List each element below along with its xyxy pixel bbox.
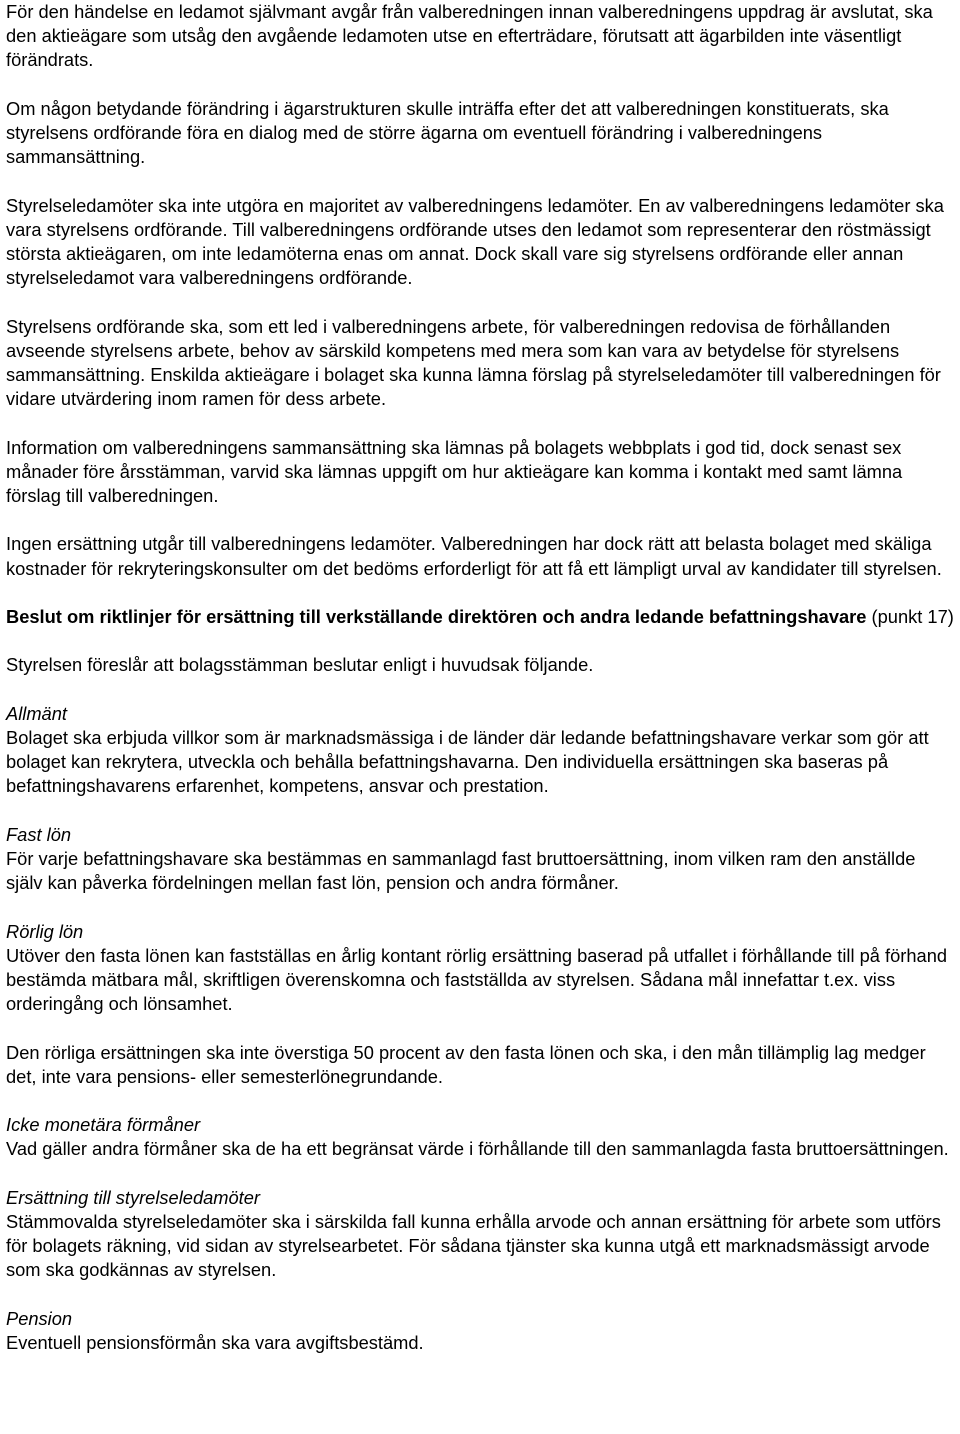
paragraph-rorlig-lon: Utöver den fasta lönen kan fastställas en årlig kontant rörlig ersättning baserad på utfallet i förhållande till på förhand bestämda mätbara mål, skriftligen överenskomna och fastställda av styrelsen. Sådana mål innefattar t.ex. viss orderingång och lönsamhet. xyxy=(6,944,948,1015)
paragraph-pension: Eventuell pensionsförmån ska vara avgiftsbestämd. xyxy=(6,1331,424,1353)
subheading-icke-monetara: Icke monetära förmåner xyxy=(6,1114,201,1136)
section-heading-text: Beslut om riktlinjer för ersättning till verkställande direktören och andra ledande befattningshavare xyxy=(6,605,867,627)
section-heading xyxy=(6,605,954,629)
subheading-allmant: Allmänt xyxy=(6,702,67,724)
paragraph-information: Information om valberedningens sammansättning ska lämnas på bolagets webbplats i god tid, dock senast sex månader före årsstämman, varvid ska lämnas uppgift om hur aktieägare kan komma i kontakt med samt lämna förslag till valberedningen. xyxy=(6,436,903,506)
paragraph-styrelsens-ordforande: Styrelsens ordförande ska, som ett led i valberedningens arbete, för valberedningen redovisa de förhållanden avseende styrelsens arbete, behov av särskild kompetens med mera som kan vara av betydelse för styrelsens sammansättning. Enskilda aktieägare i bolaget ska kunna lämna förslag på styrelseledamöter till valberedningen för vidare utvärdering inom ramen för dess arbete. xyxy=(6,315,941,410)
paragraph-fast-lon: För varje befattningshavare ska bestämmas en sammanlagd fast bruttoersättning, inom vilken ram den anställde själv kan påverka fördelningen mellan fast lön, pension och andra förmåner. xyxy=(6,847,916,894)
paragraph-ersattning-styrelse: Stämmovalda styrelseledamöter ska i särskilda fall kunna erhålla arvode och annan ersättning för arbete som utförs för bolagets räkning, vid sidan av styrelsearbetet. För sådana tjänster ska kunna utgå ett marknadsmässigt arvode som ska godkännas av styrelsen. xyxy=(6,1210,941,1281)
paragraph-ledamot-avgar: För den händelse en ledamot självmant avgår från valberedningen innan valberedningens uppdrag är avslutat, ska den aktieägare som utsåg den avgående ledamoten utse en efterträdare, förutsatt att ägarbilden inte väsentligt förändrats. xyxy=(6,1,933,71)
subheading-pension: Pension xyxy=(6,1307,73,1329)
paragraph-icke-monetara: Vad gäller andra förmåner ska de ha ett begränsat värde i förhållande till den sammanlagda fasta bruttoersättningen. xyxy=(6,1138,949,1160)
paragraph-styrelseledamoter: Styrelseledamöter ska inte utgöra en majoritet av valberedningens ledamöter. En av valberedningens ledamöter ska vara styrelsens ordförande. Till valberedningens ordförande utses den ledamot som representerar den röstmässigt största aktieägaren, om inte ledamöterna enas om annat. Dock skall vare sig styrelsens ordförande eller annan styrelseledamot vara valberedningens ordförande. xyxy=(6,194,944,289)
subheading-ersattning-styrelse: Ersättning till styrelseledamöter xyxy=(6,1186,261,1208)
subheading-rorlig-lon: Rörlig lön xyxy=(6,920,84,942)
paragraph-allmant: Bolaget ska erbjuda villkor som är marknadsmässiga i de länder där ledande befattningshavare verkar som gör att bolaget kan rekrytera, utveckla och behålla befattningshavarna. Den individuella ersättningen ska baseras på befattningshavarens erfarenhet, kompetens, ansvar och prestation. xyxy=(6,726,929,797)
paragraph-rorlig-ersattning-tak: Den rörliga ersättningen ska inte överstiga 50 procent av den fasta lönen och ska, i den mån tillämplig lag medger det, inte vara pensions- eller semesterlönegrundande. xyxy=(6,1041,926,1087)
section-heading-suffix: (punkt 17) xyxy=(866,605,954,627)
subheading-fast-lon: Fast lön xyxy=(6,823,72,845)
paragraph-agarstruktur: Om någon betydande förändring i ägarstrukturen skulle inträffa efter det att valberedningen konstituerats, ska styrelsens ordförande föra en dialog med de större ägarna om eventuell förändring i valberedningens sammansättning. xyxy=(6,97,889,168)
paragraph-ingen-ersattning: Ingen ersättning utgår till valberedningens ledamöter. Valberedningen har dock rätt att belasta bolaget med skäliga kostnader för rekryteringskonsulter om det bedöms erforderligt för att få ett lämpligt urval av kandidater till styrelsen. xyxy=(6,533,942,579)
section-intro: Styrelsen föreslår att bolagsstämman beslutar enligt i huvudsak följande. xyxy=(6,654,594,676)
